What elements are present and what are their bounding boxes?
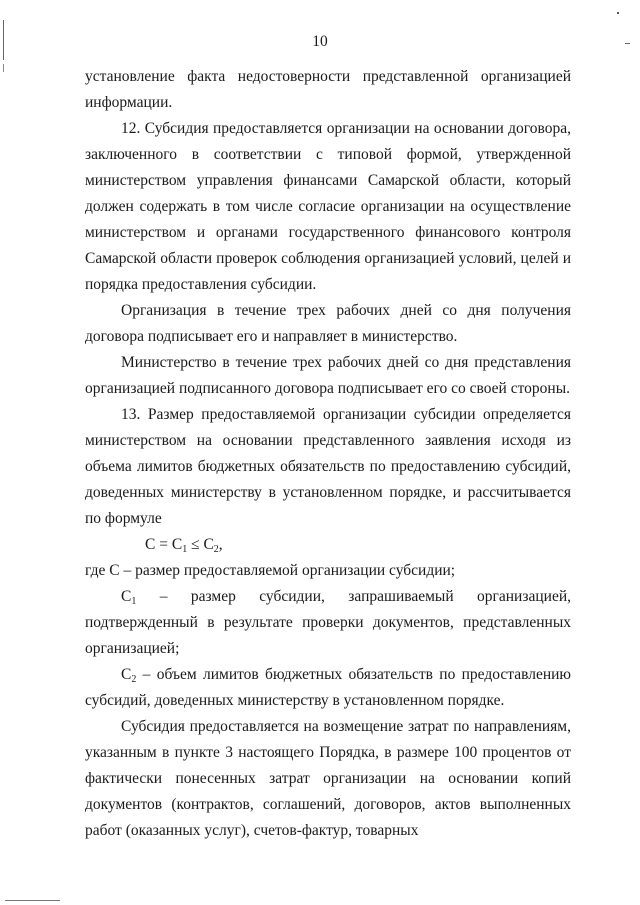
- scan-artifact-dot: [617, 12, 619, 14]
- paragraph-clause-13: 13. Размер предоставляемой организации субсидии определяется министерством на основании представленного заявления исходя из объема лимитов бюджетных обязательств по предоставлению субсидий, доведенных министерству в установленном порядке, и рассчитывается по формуле: [85, 406, 571, 527]
- scan-artifact-left-small: [3, 64, 4, 72]
- paragraph-clause-12: 12. Субсидия предоставляется организации на основании договора, заключенного в соответствии с типовой формой, утвержденной министерством управления финансами Самарской области, который должен содержать в том числе согласие организации на осуществление министерством и органами государственного финансового контроля Самарской области проверок соблюдения организацией условий, целей и порядка предоставления субсидии.: [85, 120, 571, 293]
- scan-artifact-bottom: [5, 900, 60, 901]
- definition-c: где С – размер предоставляемой организации субсидии;: [85, 562, 456, 579]
- page-number: 10: [312, 33, 328, 50]
- paragraph-signing-organization: Организация в течение трех рабочих дней со дня получения договора подписывает его и направляет в министерство.: [85, 302, 571, 345]
- definition-c1: $С_1$ – размер субсидии, запрашиваемый организацией, подтвержденный в результате проверки документов, представленных организацией;: [85, 588, 571, 657]
- paragraph-signing-ministry: Министерство в течение трех рабочих дней со дня представления организацией подписанного договора подписывает его со своей стороны.: [85, 354, 571, 397]
- definition-c2: $С_2$ – объем лимитов бюджетных обязательств по предоставлению субсидий, доведенных министерству в установленном порядке.: [85, 666, 571, 709]
- formula: $С = С_1 \le С_2$,: [145, 536, 223, 555]
- paragraph-continuation: установление факта недостоверности представленной организацией информации.: [85, 68, 571, 111]
- document-body: [85, 64, 571, 844]
- paragraph-reimbursement: Субсидия предоставляется на возмещение затрат по направлениям, указанным в пункте 3 настоящего Порядка, в размере 100 процентов от фактически понесенных затрат организации на основании копий документов (контрактов, соглашений, договоров, актов выполненных работ (оказанных услуг), счетов-фактур, товарных: [85, 718, 571, 839]
